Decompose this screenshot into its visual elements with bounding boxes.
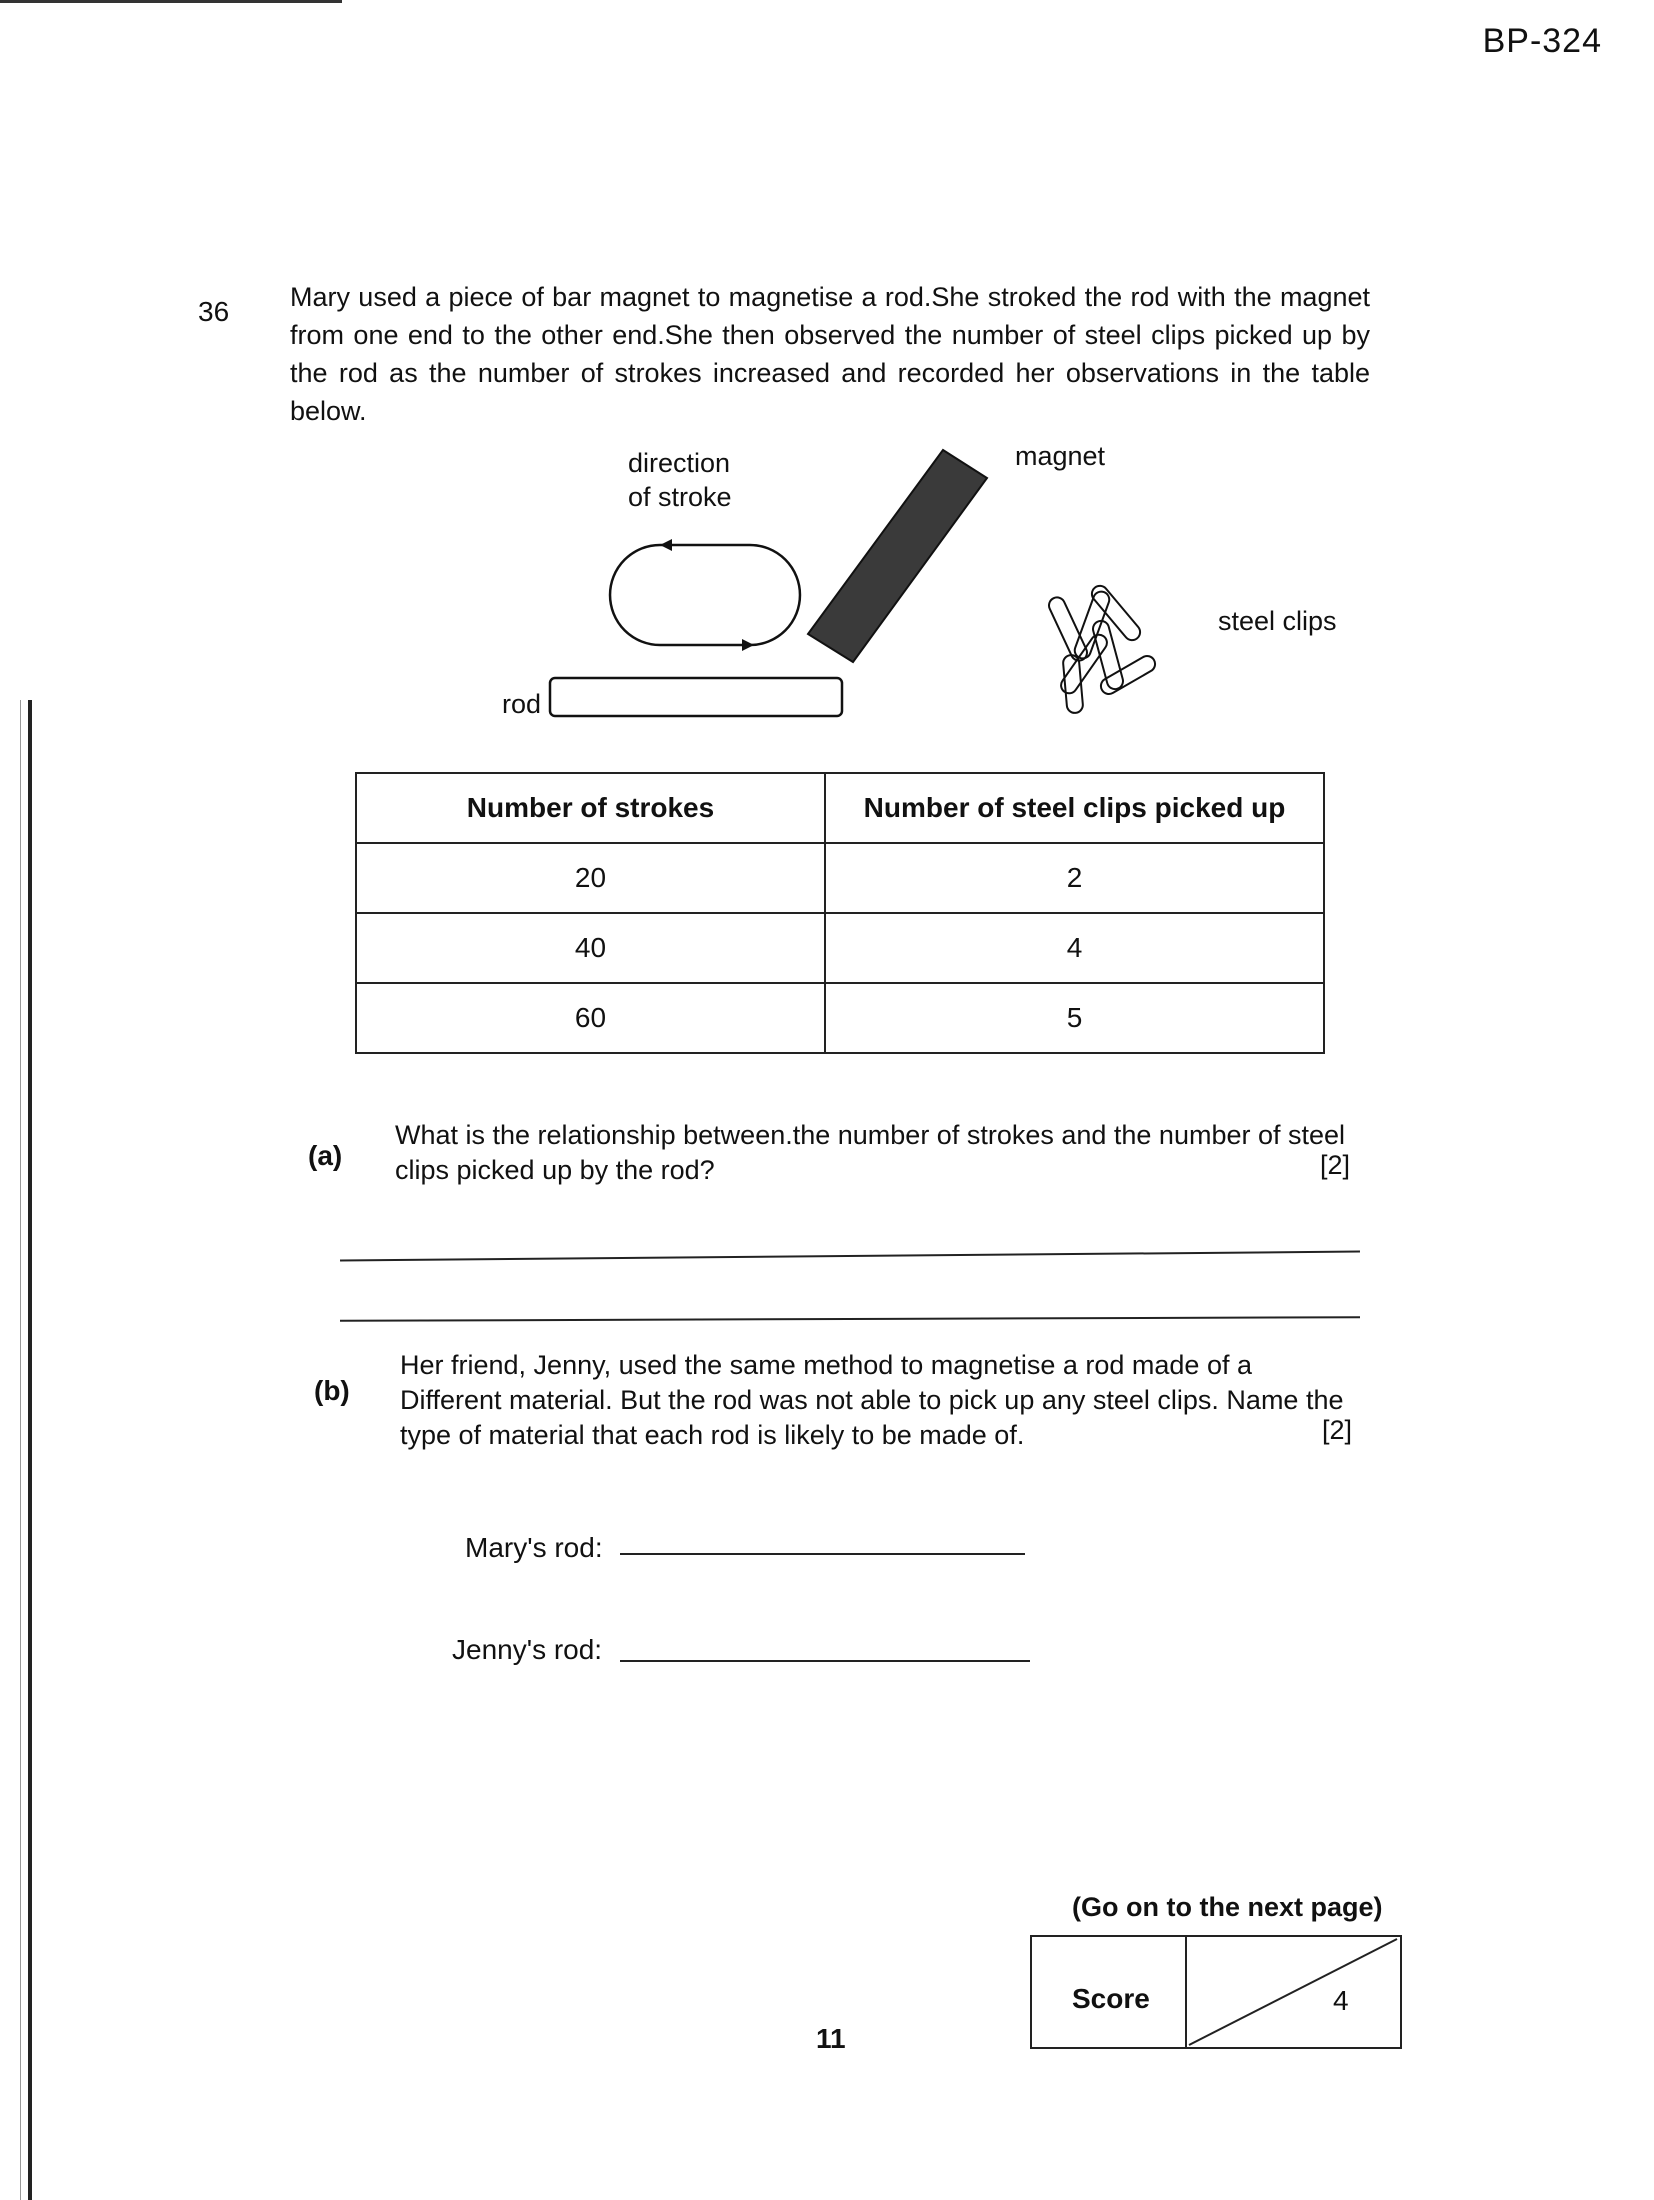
direction-label-line1: direction: [628, 448, 731, 478]
stroke-direction-loop-icon: [610, 539, 800, 651]
marys-rod-answer-line[interactable]: [620, 1553, 1025, 1555]
score-diagonal-line: [1187, 1937, 1399, 2047]
cell-clips: 5: [825, 983, 1324, 1053]
marys-rod-label: Mary's rod:: [465, 1532, 603, 1563]
table-row: [356, 913, 1324, 983]
question-stem: Mary used a piece of bar magnet to magnetise a rod.She stroked the rod with the magnet from one end to the other end.She then observed the number of steel clips picked up by the rod as the number of strokes increased and recorded her observations in the table below.: [290, 282, 1370, 426]
rod-label: rod: [502, 689, 542, 719]
steel-clips-label: steel clips: [1218, 606, 1337, 636]
header-number-of-clips: Number of steel clips picked up: [825, 773, 1324, 843]
part-b-question: Her friend, Jenny, used the same method to magnetise a rod made of a Different material. But the rod was not able to pick up any steel clips. Name the type of material that each rod is likely to be made of.: [400, 1350, 1344, 1450]
header-number-of-strokes: Number of strokes: [356, 773, 825, 843]
go-on-next-page: (Go on to the next page): [1072, 1892, 1383, 1922]
part-a-question: What is the relationship between.the number of strokes and the number of steel clips picked up by the rod?: [395, 1120, 1346, 1185]
part-a-marks: [2]: [1320, 1150, 1351, 1180]
part-a-answer-line-1[interactable]: [340, 1251, 1360, 1262]
part-b-marks: [2]: [1322, 1415, 1353, 1445]
binding-margin-line: [28, 700, 32, 2200]
page-number: 11: [816, 2023, 846, 2054]
observation-table: [355, 772, 1325, 1054]
score-total: 4: [1333, 1985, 1349, 2016]
table-header-row: [356, 773, 1324, 843]
magnet-label: magnet: [1015, 441, 1106, 471]
rod-icon: [550, 678, 842, 716]
top-rule: [0, 0, 342, 3]
cell-clips: 4: [825, 913, 1324, 983]
question-number: 36: [198, 296, 230, 327]
cell-clips: 2: [825, 843, 1324, 913]
magnetisation-diagram: [480, 430, 1380, 730]
jennys-rod-answer-line[interactable]: [620, 1660, 1030, 1662]
bar-magnet-icon: [808, 450, 987, 662]
cell-strokes: 40: [356, 913, 825, 983]
part-b-label: (b): [314, 1375, 350, 1406]
score-label: Score: [1072, 1983, 1150, 2014]
binding-margin-faint-line: [20, 700, 21, 2200]
table-row: [356, 983, 1324, 1053]
part-a-label: (a): [308, 1140, 343, 1171]
jennys-rod-label: Jenny's rod:: [452, 1634, 603, 1665]
cell-strokes: 20: [356, 843, 825, 913]
table-row: [356, 843, 1324, 913]
steel-clips-icon: [1046, 583, 1158, 714]
direction-label-line2: of stroke: [628, 482, 732, 512]
cell-strokes: 60: [356, 983, 825, 1053]
page-code: BP-324: [1482, 22, 1602, 60]
part-a-answer-line-2[interactable]: [340, 1316, 1360, 1322]
